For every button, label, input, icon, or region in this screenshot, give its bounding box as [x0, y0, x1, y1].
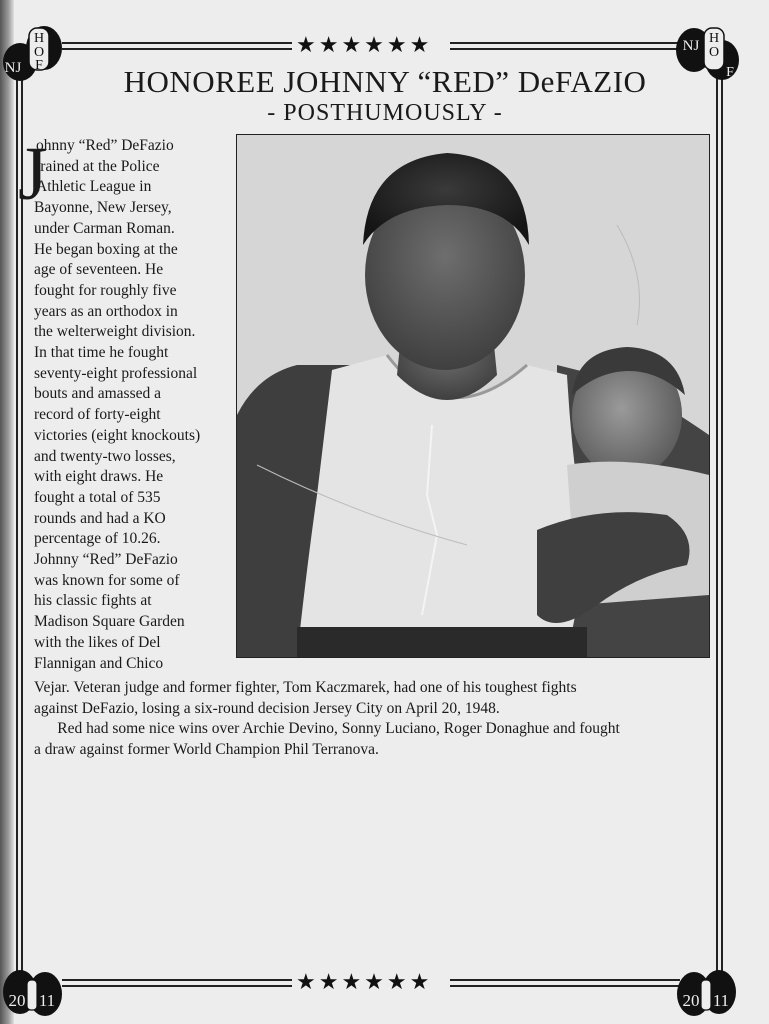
page-subtitle: - POSTHUMOUSLY - [267, 100, 503, 126]
badge-letter-o: O [708, 45, 720, 60]
text-line: age of seventeen. He [34, 261, 164, 279]
text-line: a draw against former World Champion Phil Terranova. [34, 741, 379, 759]
frame-top-right-inner [450, 48, 680, 50]
frame-right-outer [721, 78, 723, 972]
badge-letter-nj: NJ [682, 38, 700, 54]
njbhof-badge-bottom-right [676, 958, 738, 1020]
badge-letter-f: F [35, 58, 43, 73]
text-line: seventy-eight professional [34, 364, 198, 382]
text-line: Flannigan and Chico [34, 654, 164, 672]
frame-top-right-outer [450, 42, 680, 44]
badge-year-right: 11 [712, 991, 730, 1010]
text-line: against DeFazio, losing a six-round decision Jersey City on April 20, 1948. [34, 699, 500, 717]
text-line: trained at the Police [36, 157, 160, 175]
njbhof-badge-bottom-left [2, 958, 64, 1020]
badge-letter-h: H [708, 31, 720, 46]
text-line: with eight draws. He [34, 468, 164, 486]
text-line: Madison Square Garden [34, 613, 185, 631]
text-line: fought for roughly five [34, 281, 177, 299]
text-line: Vejar. Veteran judge and former fighter, Tom Kaczmarek, had one of his toughest fights [34, 679, 577, 696]
bottom-stars: ★★★★★★ [296, 970, 433, 995]
article-column-text [34, 136, 234, 674]
badge-letter-o: O [33, 45, 45, 60]
text-line: Red had some nice wins over Archie Devino, Sonny Luciano, Roger Donaghue and fought [34, 720, 620, 738]
text-line: was known for some of [34, 571, 180, 589]
badge-letter-h: H [33, 31, 45, 46]
text-line: fought a total of 535 [34, 488, 161, 506]
text-line: record of forty-eight [34, 406, 161, 424]
page-binding-shadow [0, 0, 14, 1024]
text-line: ohnny “Red” DeFazio [36, 137, 174, 154]
text-line: In that time he fought [34, 344, 169, 362]
badge-year-left: 20 [682, 991, 700, 1010]
page-title: HONOREE JOHNNY “RED” DeFAZIO [123, 64, 647, 99]
text-line: the welterweight division. [34, 323, 196, 341]
text-line: his classic fights at [34, 592, 152, 610]
text-line: and twenty-two losses, [34, 447, 176, 465]
badge-letter-nj: NJ [4, 60, 22, 76]
frame-top-left-outer [62, 42, 292, 44]
frame-bottom-right-inner [450, 985, 680, 987]
text-line: victories (eight knockouts) [34, 426, 201, 444]
text-line: Athletic League in [36, 178, 152, 196]
text-line: under Carman Roman. [34, 219, 175, 237]
text-line: Johnny “Red” DeFazio [34, 551, 178, 569]
text-line: Bayonne, New Jersey, [34, 199, 172, 217]
text-line: bouts and amassed a [34, 385, 161, 403]
frame-bottom-left-outer [62, 979, 292, 981]
badge-letter-f: F [726, 65, 734, 80]
text-line: rounds and had a KO [34, 509, 166, 527]
badge-year-left: 20 [8, 991, 26, 1010]
frame-top-left-inner [62, 48, 292, 50]
text-line: with the likes of Del [34, 633, 161, 651]
njbhof-badge-top-left [2, 22, 64, 86]
frame-bottom-left-inner [62, 985, 292, 987]
top-stars: ★★★★★★ [296, 33, 433, 58]
text-line: years as an orthodox in [34, 302, 178, 320]
text-line: percentage of 10.26. [34, 530, 161, 548]
text-line: He began boxing at the [34, 240, 178, 258]
article-full-width-text [34, 678, 724, 761]
frame-right-inner [716, 78, 718, 972]
badge-year-right: 11 [38, 991, 56, 1010]
boxer-with-baby-photo [236, 134, 710, 658]
frame-bottom-right-outer [450, 979, 680, 981]
drop-cap: J [18, 132, 48, 216]
